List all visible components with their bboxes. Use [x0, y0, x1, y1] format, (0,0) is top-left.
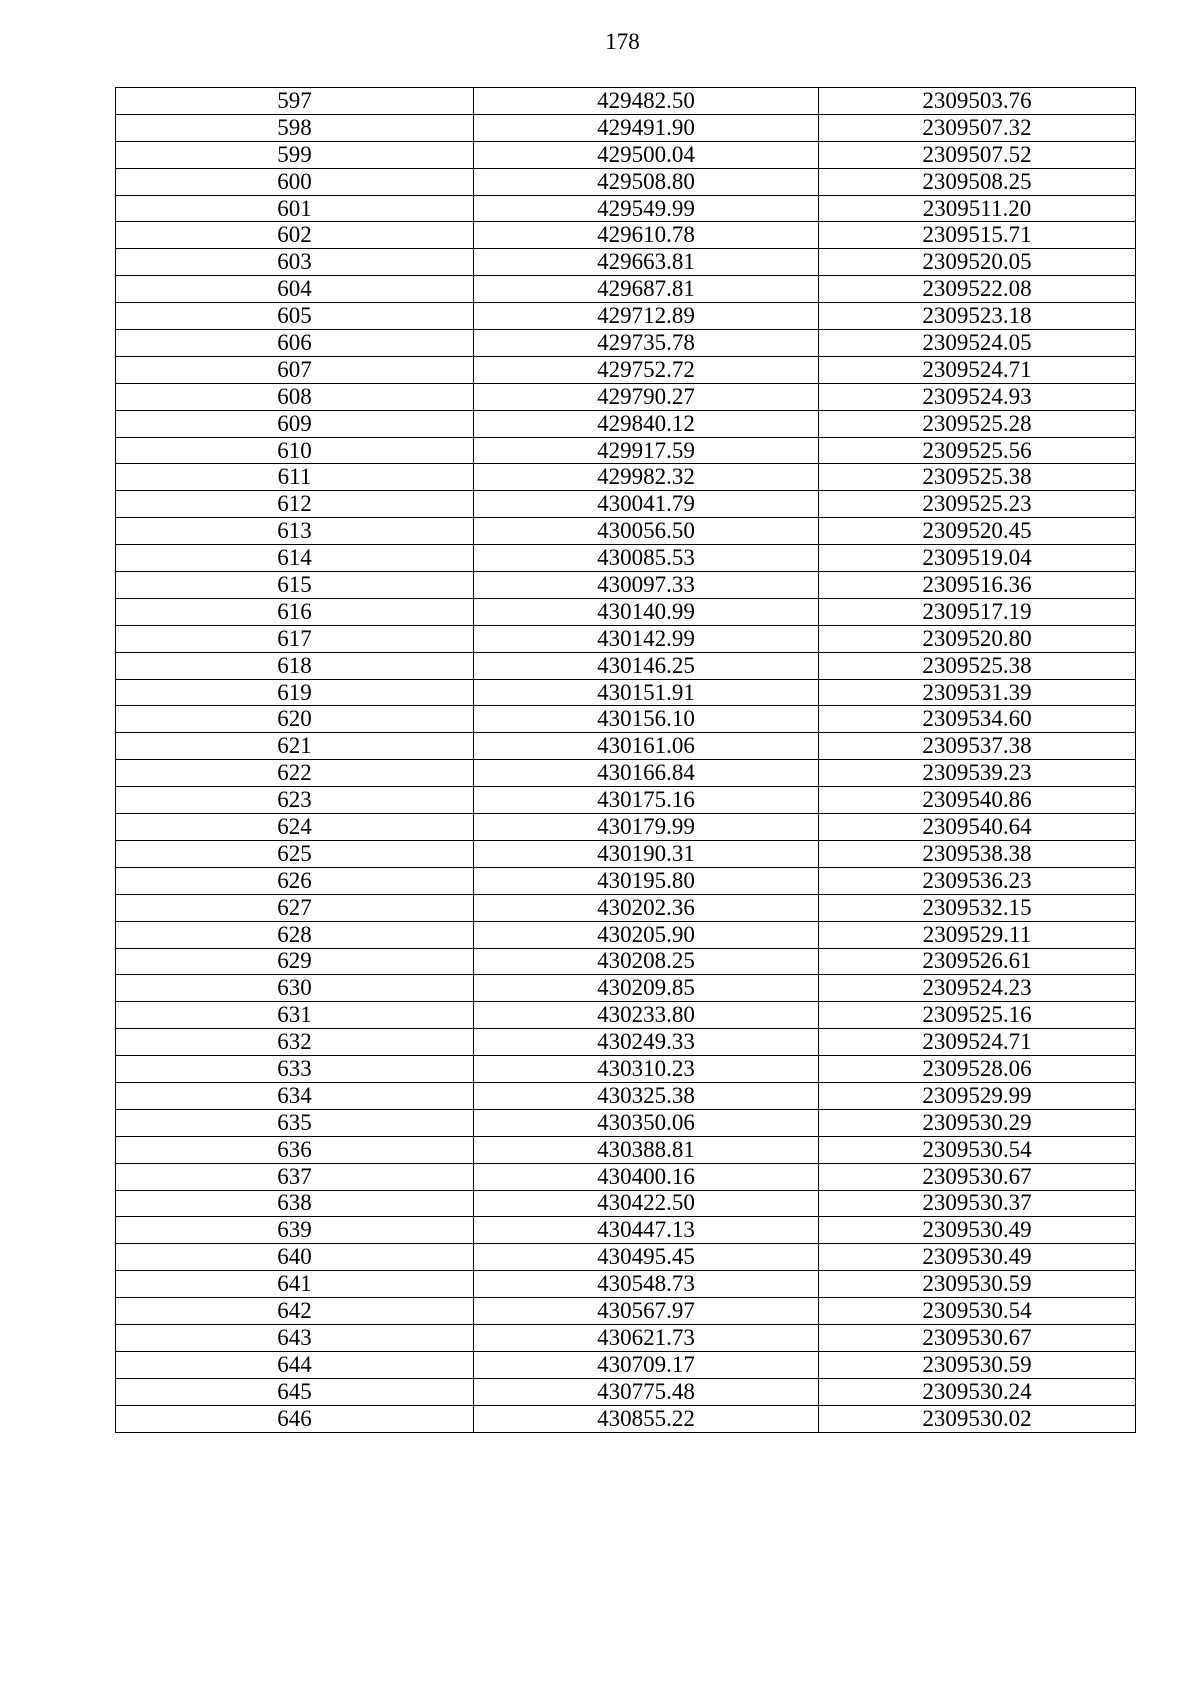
- table-row: [116, 1136, 1136, 1163]
- x-coordinate-cell: 430085.53: [474, 545, 819, 572]
- x-coordinate-cell: 430621.73: [474, 1324, 819, 1351]
- y-coordinate-cell: 2309537.38: [819, 733, 1136, 760]
- table-row: [116, 141, 1136, 168]
- table-row: [116, 787, 1136, 814]
- point-number-cell: 617: [116, 625, 474, 652]
- x-coordinate-cell: 430400.16: [474, 1163, 819, 1190]
- y-coordinate-cell: 2309520.45: [819, 518, 1136, 545]
- x-coordinate-cell: 429917.59: [474, 437, 819, 464]
- y-coordinate-cell: 2309517.19: [819, 598, 1136, 625]
- x-coordinate-cell: 429491.90: [474, 114, 819, 141]
- y-coordinate-cell: 2309526.61: [819, 948, 1136, 975]
- point-number-cell: 623: [116, 787, 474, 814]
- point-number-cell: 611: [116, 464, 474, 491]
- point-number-cell: 601: [116, 195, 474, 222]
- x-coordinate-cell: 430142.99: [474, 625, 819, 652]
- table-row: [116, 1271, 1136, 1298]
- x-coordinate-cell: 430325.38: [474, 1082, 819, 1109]
- y-coordinate-cell: 2309524.93: [819, 383, 1136, 410]
- table-row: [116, 1351, 1136, 1378]
- table-row: [116, 679, 1136, 706]
- table-row: [116, 88, 1136, 115]
- y-coordinate-cell: 2309508.25: [819, 168, 1136, 195]
- point-number-cell: 645: [116, 1378, 474, 1405]
- table-row: [116, 921, 1136, 948]
- table-row: [116, 276, 1136, 303]
- point-number-cell: 624: [116, 814, 474, 841]
- x-coordinate-cell: 430151.91: [474, 679, 819, 706]
- y-coordinate-cell: 2309530.59: [819, 1351, 1136, 1378]
- table-row: [116, 975, 1136, 1002]
- x-coordinate-cell: 429549.99: [474, 195, 819, 222]
- coordinates-table: [115, 87, 1136, 1433]
- x-coordinate-cell: 429840.12: [474, 410, 819, 437]
- table-row: [116, 1378, 1136, 1405]
- y-coordinate-cell: 2309530.59: [819, 1271, 1136, 1298]
- table-row: [116, 168, 1136, 195]
- table-row: [116, 1082, 1136, 1109]
- table-row: [116, 572, 1136, 599]
- table-row: [116, 1109, 1136, 1136]
- x-coordinate-cell: 430161.06: [474, 733, 819, 760]
- x-coordinate-cell: 430175.16: [474, 787, 819, 814]
- point-number-cell: 637: [116, 1163, 474, 1190]
- x-coordinate-cell: 430056.50: [474, 518, 819, 545]
- point-number-cell: 630: [116, 975, 474, 1002]
- y-coordinate-cell: 2309540.64: [819, 814, 1136, 841]
- table-row: [116, 625, 1136, 652]
- page-number: 178: [605, 29, 640, 54]
- table-row: [116, 1298, 1136, 1325]
- point-number-cell: 643: [116, 1324, 474, 1351]
- y-coordinate-cell: 2309530.49: [819, 1217, 1136, 1244]
- x-coordinate-cell: 430495.45: [474, 1244, 819, 1271]
- table-row: [116, 598, 1136, 625]
- y-coordinate-cell: 2309530.49: [819, 1244, 1136, 1271]
- coordinates-table-body: [116, 88, 1136, 1433]
- point-number-cell: 612: [116, 491, 474, 518]
- x-coordinate-cell: 430388.81: [474, 1136, 819, 1163]
- y-coordinate-cell: 2309524.23: [819, 975, 1136, 1002]
- y-coordinate-cell: 2309525.28: [819, 410, 1136, 437]
- y-coordinate-cell: 2309525.16: [819, 1002, 1136, 1029]
- point-number-cell: 619: [116, 679, 474, 706]
- x-coordinate-cell: 429752.72: [474, 356, 819, 383]
- table-row: [116, 356, 1136, 383]
- table-row: [116, 545, 1136, 572]
- y-coordinate-cell: 2309538.38: [819, 840, 1136, 867]
- table-row: [116, 652, 1136, 679]
- y-coordinate-cell: 2309530.29: [819, 1109, 1136, 1136]
- point-number-cell: 599: [116, 141, 474, 168]
- x-coordinate-cell: 430350.06: [474, 1109, 819, 1136]
- x-coordinate-cell: 430146.25: [474, 652, 819, 679]
- y-coordinate-cell: 2309525.38: [819, 464, 1136, 491]
- table-row: [116, 222, 1136, 249]
- table-row: [116, 518, 1136, 545]
- point-number-cell: 633: [116, 1056, 474, 1083]
- table-row: [116, 733, 1136, 760]
- point-number-cell: 640: [116, 1244, 474, 1271]
- point-number-cell: 628: [116, 921, 474, 948]
- y-coordinate-cell: 2309534.60: [819, 706, 1136, 733]
- x-coordinate-cell: 430166.84: [474, 760, 819, 787]
- table-row: [116, 760, 1136, 787]
- table-row: [116, 464, 1136, 491]
- y-coordinate-cell: 2309524.71: [819, 356, 1136, 383]
- point-number-cell: 613: [116, 518, 474, 545]
- x-coordinate-cell: 430097.33: [474, 572, 819, 599]
- point-number-cell: 614: [116, 545, 474, 572]
- x-coordinate-cell: 430179.99: [474, 814, 819, 841]
- x-coordinate-cell: 430709.17: [474, 1351, 819, 1378]
- point-number-cell: 604: [116, 276, 474, 303]
- table-row: [116, 303, 1136, 330]
- point-number-cell: 607: [116, 356, 474, 383]
- y-coordinate-cell: 2309536.23: [819, 867, 1136, 894]
- x-coordinate-cell: 430567.97: [474, 1298, 819, 1325]
- table-row: [116, 814, 1136, 841]
- table-row: [116, 894, 1136, 921]
- y-coordinate-cell: 2309530.37: [819, 1190, 1136, 1217]
- x-coordinate-cell: 430140.99: [474, 598, 819, 625]
- point-number-cell: 646: [116, 1405, 474, 1432]
- y-coordinate-cell: 2309525.23: [819, 491, 1136, 518]
- point-number-cell: 638: [116, 1190, 474, 1217]
- table-row: [116, 1324, 1136, 1351]
- y-coordinate-cell: 2309515.71: [819, 222, 1136, 249]
- x-coordinate-cell: 429508.80: [474, 168, 819, 195]
- point-number-cell: 618: [116, 652, 474, 679]
- x-coordinate-cell: 429663.81: [474, 249, 819, 276]
- y-coordinate-cell: 2309520.80: [819, 625, 1136, 652]
- table-row: [116, 1405, 1136, 1432]
- table-row: [116, 195, 1136, 222]
- point-number-cell: 616: [116, 598, 474, 625]
- point-number-cell: 609: [116, 410, 474, 437]
- y-coordinate-cell: 2309503.76: [819, 88, 1136, 115]
- table-row: [116, 330, 1136, 357]
- point-number-cell: 615: [116, 572, 474, 599]
- x-coordinate-cell: 430195.80: [474, 867, 819, 894]
- y-coordinate-cell: 2309529.11: [819, 921, 1136, 948]
- point-number-cell: 597: [116, 88, 474, 115]
- point-number-cell: 602: [116, 222, 474, 249]
- point-number-cell: 605: [116, 303, 474, 330]
- table-row: [116, 491, 1136, 518]
- x-coordinate-cell: 430447.13: [474, 1217, 819, 1244]
- point-number-cell: 632: [116, 1029, 474, 1056]
- y-coordinate-cell: 2309530.24: [819, 1378, 1136, 1405]
- x-coordinate-cell: 430190.31: [474, 840, 819, 867]
- table-row: [116, 410, 1136, 437]
- x-coordinate-cell: 430548.73: [474, 1271, 819, 1298]
- point-number-cell: 626: [116, 867, 474, 894]
- x-coordinate-cell: 430775.48: [474, 1378, 819, 1405]
- table-row: [116, 437, 1136, 464]
- x-coordinate-cell: 429712.89: [474, 303, 819, 330]
- y-coordinate-cell: 2309516.36: [819, 572, 1136, 599]
- y-coordinate-cell: 2309530.67: [819, 1163, 1136, 1190]
- y-coordinate-cell: 2309523.18: [819, 303, 1136, 330]
- x-coordinate-cell: 430205.90: [474, 921, 819, 948]
- y-coordinate-cell: 2309507.32: [819, 114, 1136, 141]
- point-number-cell: 629: [116, 948, 474, 975]
- point-number-cell: 598: [116, 114, 474, 141]
- y-coordinate-cell: 2309519.04: [819, 545, 1136, 572]
- point-number-cell: 641: [116, 1271, 474, 1298]
- point-number-cell: 621: [116, 733, 474, 760]
- y-coordinate-cell: 2309529.99: [819, 1082, 1136, 1109]
- x-coordinate-cell: 430208.25: [474, 948, 819, 975]
- y-coordinate-cell: 2309511.20: [819, 195, 1136, 222]
- point-number-cell: 635: [116, 1109, 474, 1136]
- point-number-cell: 600: [116, 168, 474, 195]
- table-row: [116, 1244, 1136, 1271]
- table-row: [116, 1163, 1136, 1190]
- x-coordinate-cell: 430041.79: [474, 491, 819, 518]
- table-row: [116, 1190, 1136, 1217]
- table-row: [116, 114, 1136, 141]
- point-number-cell: 625: [116, 840, 474, 867]
- x-coordinate-cell: 429790.27: [474, 383, 819, 410]
- y-coordinate-cell: 2309528.06: [819, 1056, 1136, 1083]
- point-number-cell: 634: [116, 1082, 474, 1109]
- table-row: [116, 840, 1136, 867]
- y-coordinate-cell: 2309530.67: [819, 1324, 1136, 1351]
- y-coordinate-cell: 2309539.23: [819, 760, 1136, 787]
- y-coordinate-cell: 2309525.38: [819, 652, 1136, 679]
- y-coordinate-cell: 2309507.52: [819, 141, 1136, 168]
- point-number-cell: 610: [116, 437, 474, 464]
- table-row: [116, 706, 1136, 733]
- y-coordinate-cell: 2309530.02: [819, 1405, 1136, 1432]
- point-number-cell: 620: [116, 706, 474, 733]
- y-coordinate-cell: 2309531.39: [819, 679, 1136, 706]
- x-coordinate-cell: 429610.78: [474, 222, 819, 249]
- table-row: [116, 383, 1136, 410]
- y-coordinate-cell: 2309524.71: [819, 1029, 1136, 1056]
- table-row: [116, 1056, 1136, 1083]
- point-number-cell: 631: [116, 1002, 474, 1029]
- point-number-cell: 606: [116, 330, 474, 357]
- point-number-cell: 639: [116, 1217, 474, 1244]
- point-number-cell: 627: [116, 894, 474, 921]
- x-coordinate-cell: 430249.33: [474, 1029, 819, 1056]
- table-row: [116, 1029, 1136, 1056]
- point-number-cell: 622: [116, 760, 474, 787]
- x-coordinate-cell: 429687.81: [474, 276, 819, 303]
- table-row: [116, 867, 1136, 894]
- y-coordinate-cell: 2309520.05: [819, 249, 1136, 276]
- x-coordinate-cell: 430233.80: [474, 1002, 819, 1029]
- x-coordinate-cell: 430422.50: [474, 1190, 819, 1217]
- x-coordinate-cell: 429482.50: [474, 88, 819, 115]
- x-coordinate-cell: 429500.04: [474, 141, 819, 168]
- point-number-cell: 608: [116, 383, 474, 410]
- point-number-cell: 644: [116, 1351, 474, 1378]
- y-coordinate-cell: 2309530.54: [819, 1298, 1136, 1325]
- point-number-cell: 636: [116, 1136, 474, 1163]
- y-coordinate-cell: 2309525.56: [819, 437, 1136, 464]
- x-coordinate-cell: 430156.10: [474, 706, 819, 733]
- y-coordinate-cell: 2309540.86: [819, 787, 1136, 814]
- table-row: [116, 948, 1136, 975]
- x-coordinate-cell: 429982.32: [474, 464, 819, 491]
- table-row: [116, 249, 1136, 276]
- y-coordinate-cell: 2309532.15: [819, 894, 1136, 921]
- x-coordinate-cell: 429735.78: [474, 330, 819, 357]
- point-number-cell: 642: [116, 1298, 474, 1325]
- point-number-cell: 603: [116, 249, 474, 276]
- x-coordinate-cell: 430310.23: [474, 1056, 819, 1083]
- x-coordinate-cell: 430855.22: [474, 1405, 819, 1432]
- x-coordinate-cell: 430202.36: [474, 894, 819, 921]
- table-row: [116, 1002, 1136, 1029]
- y-coordinate-cell: 2309524.05: [819, 330, 1136, 357]
- table-row: [116, 1217, 1136, 1244]
- y-coordinate-cell: 2309522.08: [819, 276, 1136, 303]
- y-coordinate-cell: 2309530.54: [819, 1136, 1136, 1163]
- x-coordinate-cell: 430209.85: [474, 975, 819, 1002]
